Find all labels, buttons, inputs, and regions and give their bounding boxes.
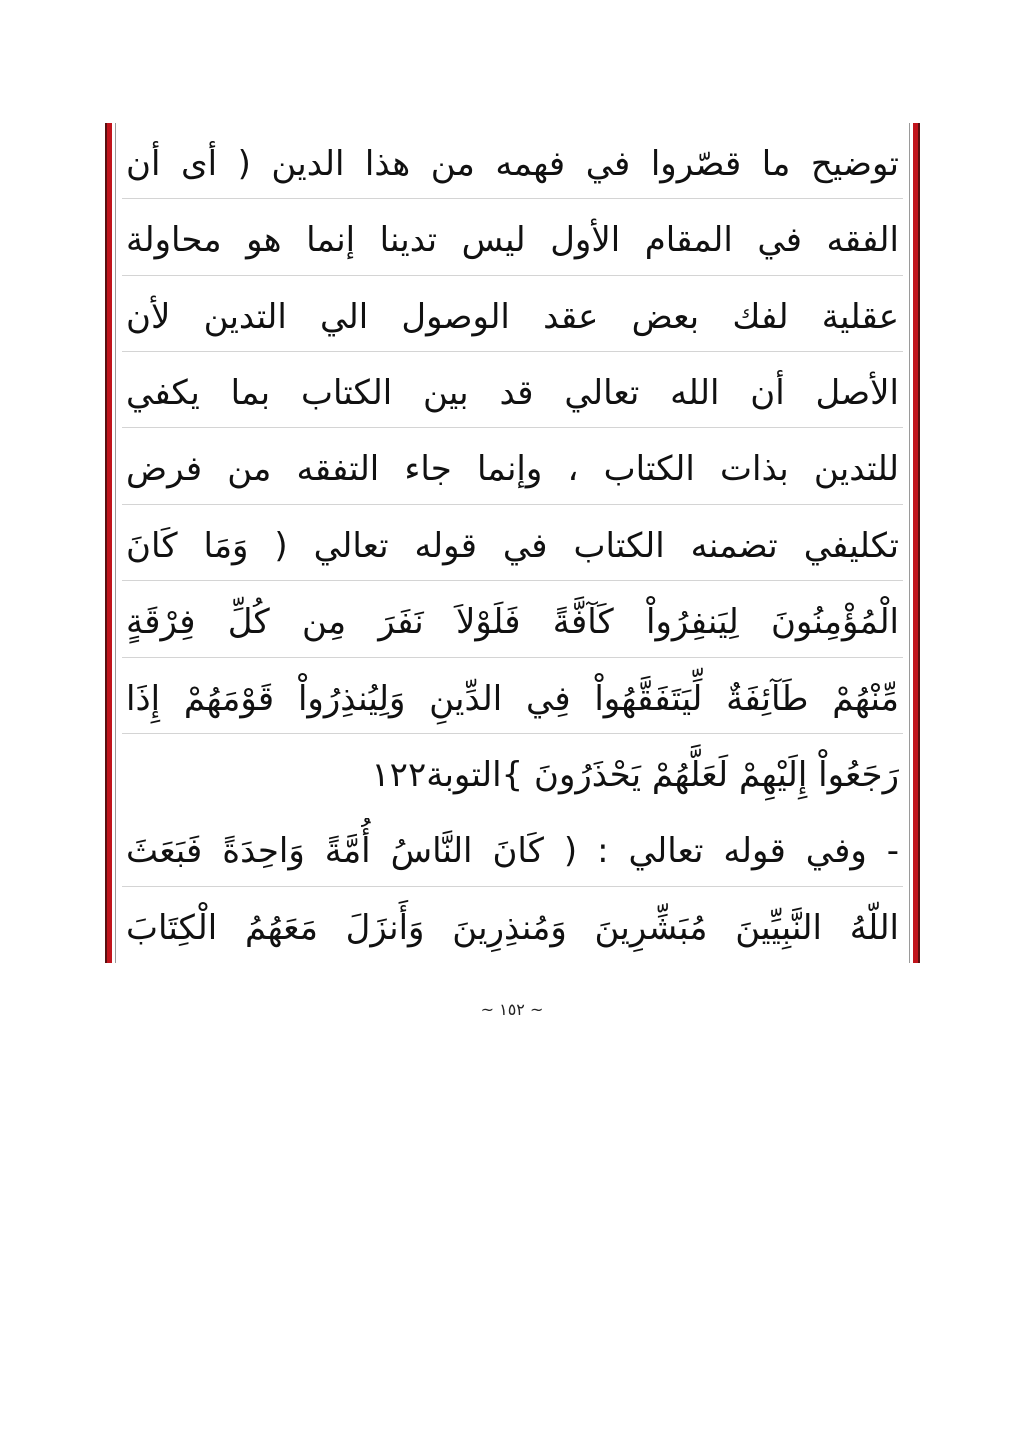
page-frame bbox=[104, 123, 921, 963]
line-rule bbox=[122, 886, 903, 887]
text-body bbox=[122, 123, 903, 963]
line-rule bbox=[122, 733, 903, 734]
right-border-decoration bbox=[907, 123, 921, 963]
page-number: ~ ١٥٢ ~ bbox=[480, 1000, 544, 1019]
text-line: اللّهُ النَّبِيِّينَ مُبَشِّرِينَ وَمُنذِرِينَ وَأَنزَلَ مَعَهُمُ الْكِتَابَ bbox=[126, 908, 899, 948]
line-rule bbox=[122, 275, 903, 276]
text-line: عقلية لفك بعض عقد الوصول الي التدين لأن bbox=[126, 297, 899, 337]
left-border-decoration bbox=[104, 123, 118, 963]
text-line: الْمُؤْمِنُونَ لِيَنفِرُواْ كَآفَّةً فَلَوْلاَ نَفَرَ مِن كُلِّ فِرْقَةٍ bbox=[126, 602, 899, 642]
text-line: رَجَعُواْ إِلَيْهِمْ لَعَلَّهُمْ يَحْذَرُونَ }التوبة١٢٢ bbox=[371, 755, 899, 795]
line-rule bbox=[122, 580, 903, 581]
text-line: - وفي قوله تعالي : ( كَانَ النَّاسُ أُمَّةً وَاحِدَةً فَبَعَثَ bbox=[126, 831, 899, 871]
text-line: الأصل أن الله تعالي قد بين الكتاب بما يكفي bbox=[126, 373, 899, 413]
line-rule bbox=[122, 351, 903, 352]
line-rule bbox=[122, 198, 903, 199]
text-line: مِّنْهُمْ طَآئِفَةٌ لِّيَتَفَقَّهُواْ فِي الدِّينِ وَلِيُنذِرُواْ قَوْمَهُمْ إِذَا bbox=[126, 679, 899, 719]
text-line: تكليفي تضمنه الكتاب في قوله تعالي ( وَمَا كَانَ bbox=[126, 526, 899, 566]
line-rule bbox=[122, 427, 903, 428]
line-rule bbox=[122, 504, 903, 505]
text-line: للتدين بذات الكتاب ، وإنما جاء التفقه من فرض bbox=[126, 449, 899, 489]
text-line: توضيح ما قصّروا في فهمه من هذا الدين ( أى أن bbox=[126, 144, 899, 184]
text-line: الفقه في المقام الأول ليس تدينا إنما هو محاولة bbox=[126, 220, 899, 260]
line-rule bbox=[122, 657, 903, 658]
